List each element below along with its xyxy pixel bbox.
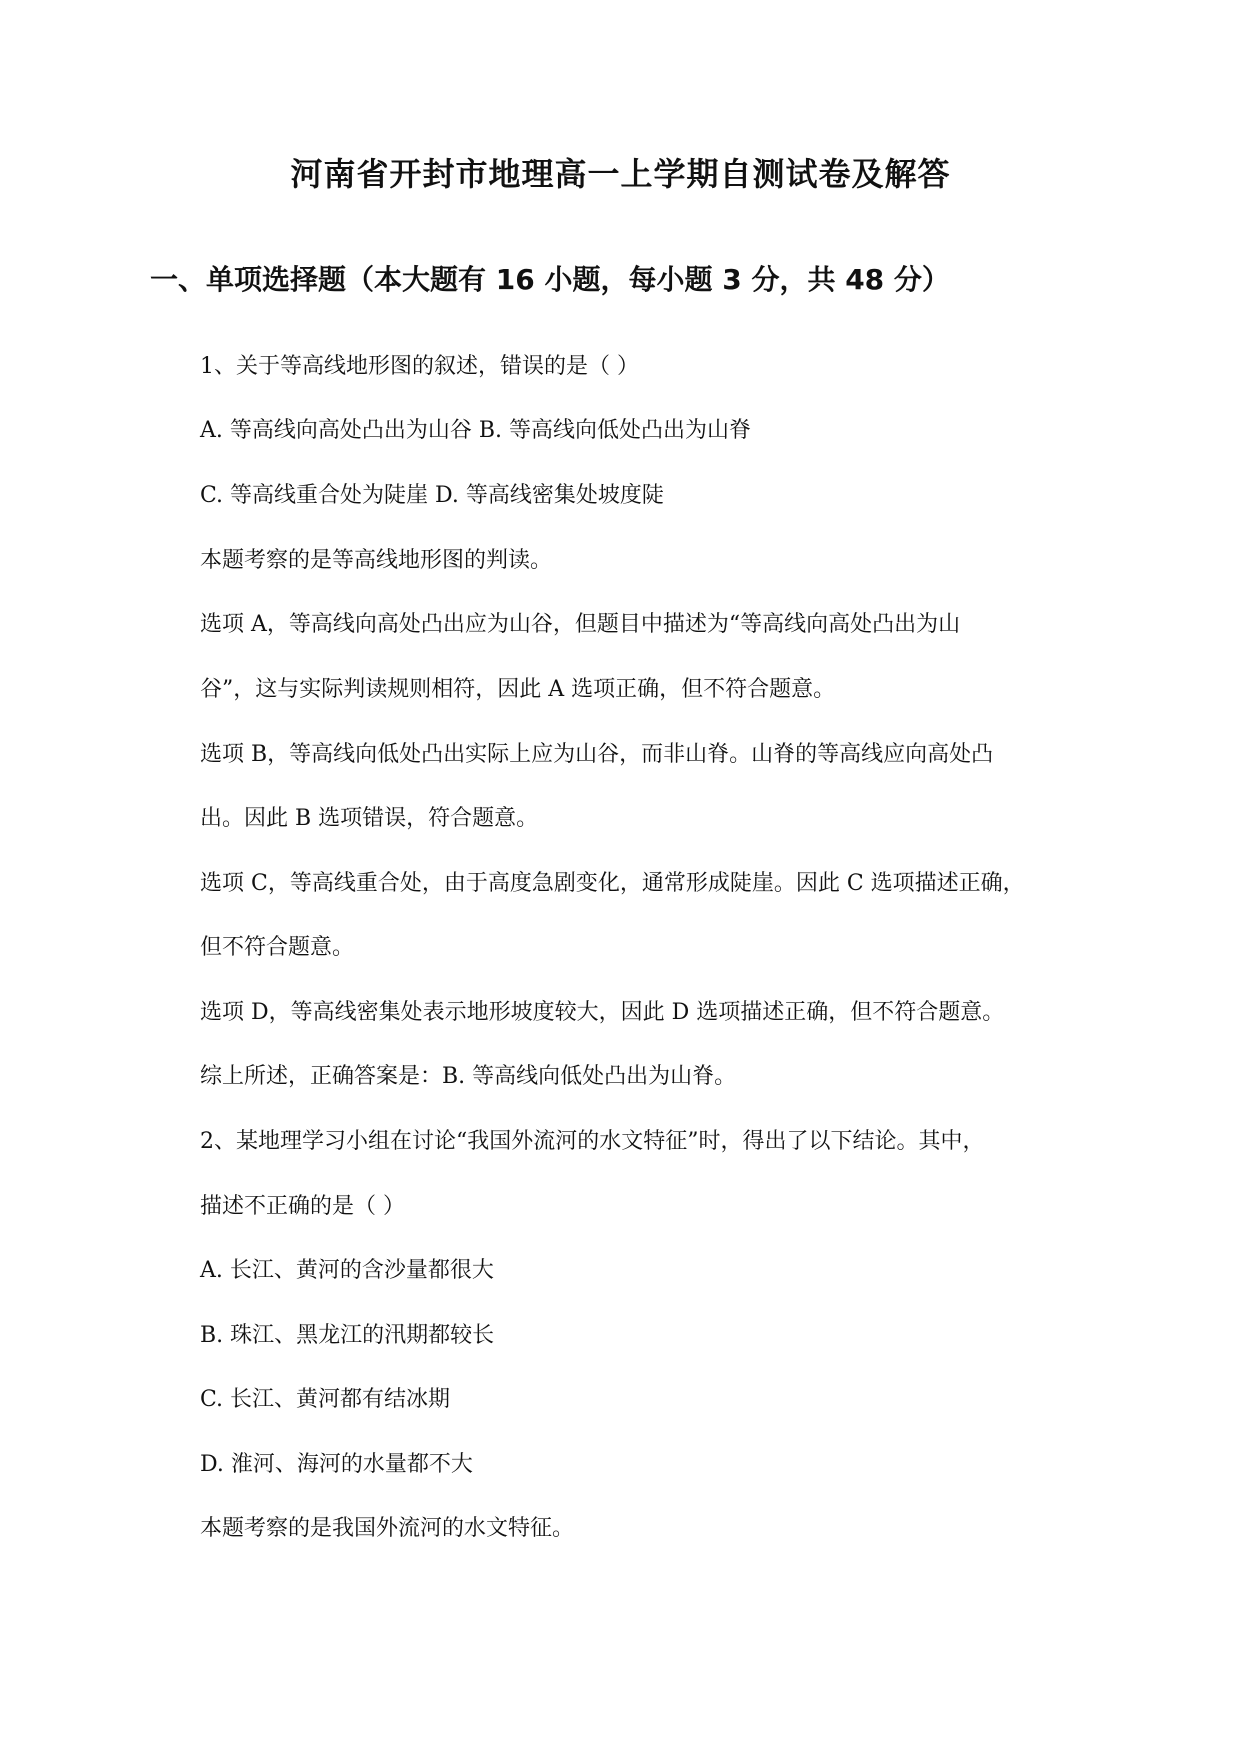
question-2-option-c: C. 长江、黄河都有结冰期 [200,1387,451,1412]
question-2-stem: 2、某地理学习小组在讨论“我国外流河的水文特征”时，得出了以下结论。其中， [200,1129,985,1154]
question-1-options-cd: C. 等高线重合处为陡崖 D. 等高线密集处坡度陡 [200,483,664,508]
explanation-line: 出。因此 B 选项错误，符合题意。 [200,806,539,831]
explanation-line: 谷”，这与实际判读规则相符，因此 A 选项正确，但不符合题意。 [200,677,836,702]
question-2-stem-cont: 描述不正确的是（ ） [200,1194,405,1219]
answer-summary: 综上所述，正确答案是：B. 等高线向低处凸出为山脊。 [200,1064,737,1089]
question-1-stem: 1、关于等高线地形图的叙述，错误的是（ ） [200,354,639,379]
explanation-line: 但不符合题意。 [200,935,355,960]
question-2-option-b: B. 珠江、黑龙江的汛期都较长 [200,1323,495,1348]
explanation-line: 选项 A，等高线向高处凸出应为山谷，但题目中描述为“等高线向高处凸出为山 [200,612,961,637]
explanation-line: 选项 D，等高线密集处表示地形坡度较大，因此 D 选项描述正确，但不符合题意。 [200,1000,1005,1025]
explanation-line: 本题考察的是我国外流河的水文特征。 [200,1516,575,1541]
question-1-options-ab: A. 等高线向高处凸出为山谷 B. 等高线向低处凸出为山脊 [200,418,752,443]
explanation-line: 选项 B，等高线向低处凸出实际上应为山谷，而非山脊。山脊的等高线应向高处凸 [200,742,994,767]
document-title: 河南省开封市地理高一上学期自测试卷及解答 [290,155,951,193]
explanation-line: 选项 C，等高线重合处，由于高度急剧变化，通常形成陡崖。因此 C 选项描述正确， [200,871,1025,896]
question-2-option-d: D. 淮河、海河的水量都不大 [200,1452,473,1477]
section-heading: 一、单项选择题（本大题有 16 小题，每小题 3 分，共 48 分） [150,263,950,296]
question-2-option-a: A. 长江、黄河的含沙量都很大 [200,1258,494,1283]
explanation-line: 本题考察的是等高线地形图的判读。 [200,548,553,573]
